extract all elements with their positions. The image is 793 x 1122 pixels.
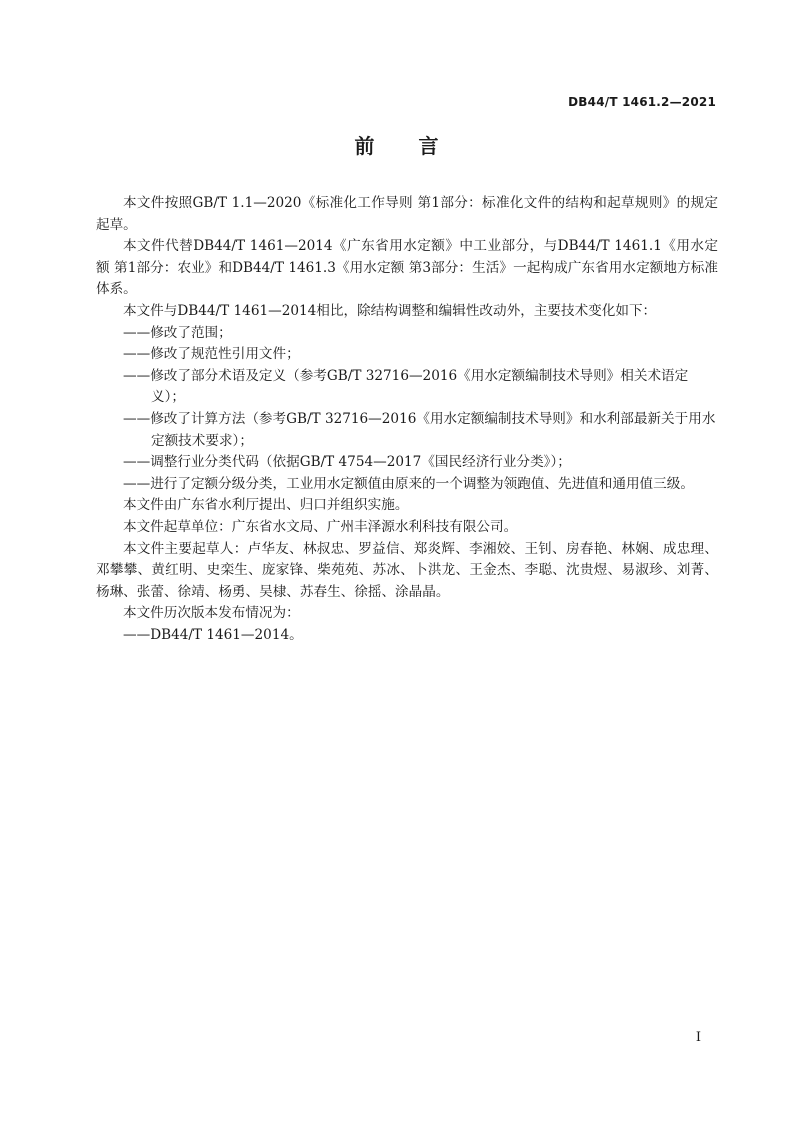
paragraph-replacement: 本文件代替DB44/T 1461—2014《广东省用水定额》中工业部分，与DB44/T 1461.1《用水定额 第1部分：农业》和DB44/T 1461.3《用水定额 第3部分：生活》一起构成广东省用水定额地方标准体系。 <box>96 238 718 298</box>
list-item: ——修改了范围； <box>123 324 232 341</box>
history-list <box>96 625 718 647</box>
list-item: ——进行了定额分级分类，工业用水定额值由原来的一个调整为领跑值、先进值和通用值三级。 <box>123 475 694 492</box>
paragraph-drafters: 本文件主要起草人：卢华友、林叔忠、罗益信、郑炎辉、李湘姣、王钊、房春艳、林娴、成忠理、邓攀攀、黄红明、史栾生、庞家锋、柴苑苑、苏冰、卜洪龙、王金杰、李聪、沈贵煜、易淑珍、刘菁、杨琳、张蕾、徐靖、杨勇、吴棣、苏春生、徐摇、涂晶晶。 <box>96 540 718 600</box>
standard-code: DB44/T 1461.2—2021 <box>568 95 716 109</box>
list-item: ——DB44/T 1461—2014。 <box>123 626 303 643</box>
page-title: 前言 <box>354 134 483 158</box>
page-number: I <box>695 1030 701 1045</box>
list-item: ——修改了部分术语及定义（参考GB/T 32716—2016《用水定额编制技术导则》相关术语定义）； <box>123 367 689 406</box>
changes-list <box>96 323 718 496</box>
paragraph-drafting-rules: 本文件按照GB/T 1.1—2020《标准化工作导则 第1部分：标准化文件的结构和起草规则》的规定起草。 <box>96 195 718 233</box>
paragraph-drafting-units: 本文件起草单位：广东省水文局、广州丰泽源水利科技有限公司。 <box>123 518 518 535</box>
paragraph-history-intro: 本文件历次版本发布情况为： <box>123 605 300 622</box>
list-item: ——调整行业分类代码（依据GB/T 4754—2017《国民经济行业分类》）； <box>123 454 571 471</box>
list-item: ——修改了计算方法（参考GB/T 32716—2016《用水定额编制技术导则》和水利部最新关于用水定额技术要求）； <box>123 410 716 449</box>
paragraph-changes-intro: 本文件与DB44/T 1461—2014相比，除结构调整和编辑性改动外，主要技术变化如下： <box>123 302 657 319</box>
document-body <box>96 193 718 646</box>
list-item: ——修改了规范性引用文件； <box>123 346 300 363</box>
paragraph-proposed-by: 本文件由广东省水利厅提出、归口并组织实施。 <box>123 497 409 514</box>
